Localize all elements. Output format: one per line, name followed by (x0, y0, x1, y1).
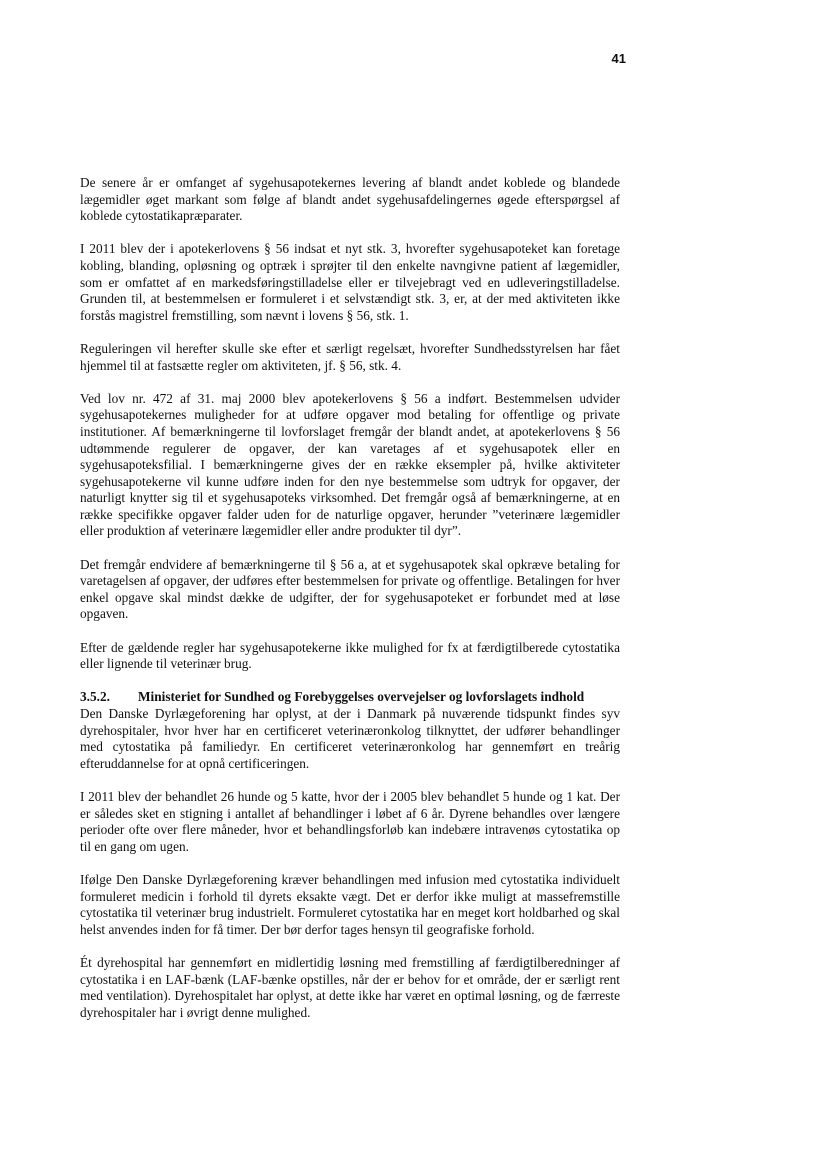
section-number: 3.5.2. (80, 689, 110, 705)
paragraph: Ved lov nr. 472 af 31. maj 2000 blev apotekerlovens § 56 a indført. Bestemmelsen udvider sygehusapotekernes muligheder for at udføre opgaver mod betaling for offentlige og private institutioner. Af bemærkningerne til lovforslaget fremgår der blandt andet, at apotekerlovens § 56 udtømmende regulerer de opgaver, der kan varetages af et sygehusapotek eller en sygehusapoteksfilial. I bemærkningerne gives der en række eksempler på, hvilke aktiviteter sygehusapotekerne vil kunne udføre inden for den nye bestemmelse som udtryk for opgaver, der naturligt knytter sig til et sygehusapoteks virksomhed. Det fremgår også af bemærkningerne, at en række specifikke opgaver falder uden for de naturlige opgaver, herunder ”veterinære lægemidler eller produktion af veterinære lægemidler eller andre produkter til dyr”. (80, 390, 620, 539)
paragraph: Efter de gældende regler har sygehusapotekerne ikke mulighed for fx at færdigtilberede cytostatika eller lignende til veterinær brug. (80, 639, 620, 672)
paragraph: I 2011 blev der behandlet 26 hunde og 5 katte, hvor der i 2005 blev behandlet 5 hunde og 1 kat. Der er således sket en stigning i antallet af behandlinger i løbet af 6 år. Dyrene behandles over længere perioder ofte over flere måneder, hvor et behandlingsforløb kan indebære intravenøs cytostatika op til en gang om ugen. (80, 788, 620, 854)
paragraph: Reguleringen vil herefter skulle ske efter et særligt regelsæt, hvorefter Sundhedsstyrelsen har fået hjemmel til at fastsætte regler om aktiviteten, jf. § 56, stk. 4. (80, 340, 620, 373)
paragraph: De senere år er omfanget af sygehusapotekernes levering af blandt andet koblede og blandede lægemidler øget markant som følge af blandt andet sygehusafdelingernes øgede efterspørgsel af koblede cytostatikapræparater. (80, 175, 620, 224)
section-title: Ministeriet for Sundhed og Forebyggelses overvejelser og lovforslagets indhold (138, 689, 585, 705)
paragraph: Det fremgår endvidere af bemærkningerne til § 56 a, at et sygehusapotek skal opkræve betaling for varetagelsen af opgaver, der udføres efter bestemmelsen for private og offentlige. Betalingen for hver enkel opgave skal mindst dække de udgifter, der for sygehusapoteket er forbundet med at løse opgaven. (80, 556, 620, 622)
paragraph: I 2011 blev der i apotekerlovens § 56 indsat et nyt stk. 3, hvorefter sygehusapoteket kan foretage kobling, blanding, opløsning og optræk i sprøjter til den enkelte navngivne patient af lægemidler, som er omfattet af en markedsføringstilladelse eller er tilvejebragt ved en udleveringstilladelse. Grunden til, at bestemmelsen er formuleret i et selvstændigt stk. 3, er, at der med aktiviteten ikke forstås magistrel fremstilling, som nævnt i lovens § 56, stk. 1. (80, 241, 620, 323)
paragraph: Den Danske Dyrlægeforening har oplyst, at der i Danmark på nuværende tidspunkt findes syv dyrehospitaler, hvor hver har en certificeret veterinæronkolog tilknyttet, der udfører behandlinger med cytostatika på familiedyr. En certificeret veterinæronkolog har gennemført en treårig efteruddannelse for at opnå certificeringen. (80, 706, 620, 771)
document-body (80, 175, 620, 1021)
paragraph: Ét dyrehospital har gennemført en midlertidig løsning med fremstilling af færdigtilberedninger af cytostatika i en LAF-bænk (LAF-bænke opstilles, når der er behov for et område, der er særligt rent med ventilation). Dyrehospitalet har oplyst, at dette ikke har været en optimal løsning, og de færreste dyrehospitaler har i øvrigt denne mulighed. (80, 954, 620, 1020)
section-heading (80, 689, 620, 706)
paragraph: Ifølge Den Danske Dyrlægeforening kræver behandlingen med infusion med cytostatika individuelt formuleret medicin i forhold til dyrets eksakte vægt. Det er derfor ikke muligt at massefremstille cytostatika til veterinær brug industrielt. Formuleret cytostatika har en meget kort holdbarhed og skal helst anvendes inden for få timer. Der bør derfor tages hensyn til geografiske forhold. (80, 871, 620, 937)
page-number: 41 (611, 51, 626, 66)
